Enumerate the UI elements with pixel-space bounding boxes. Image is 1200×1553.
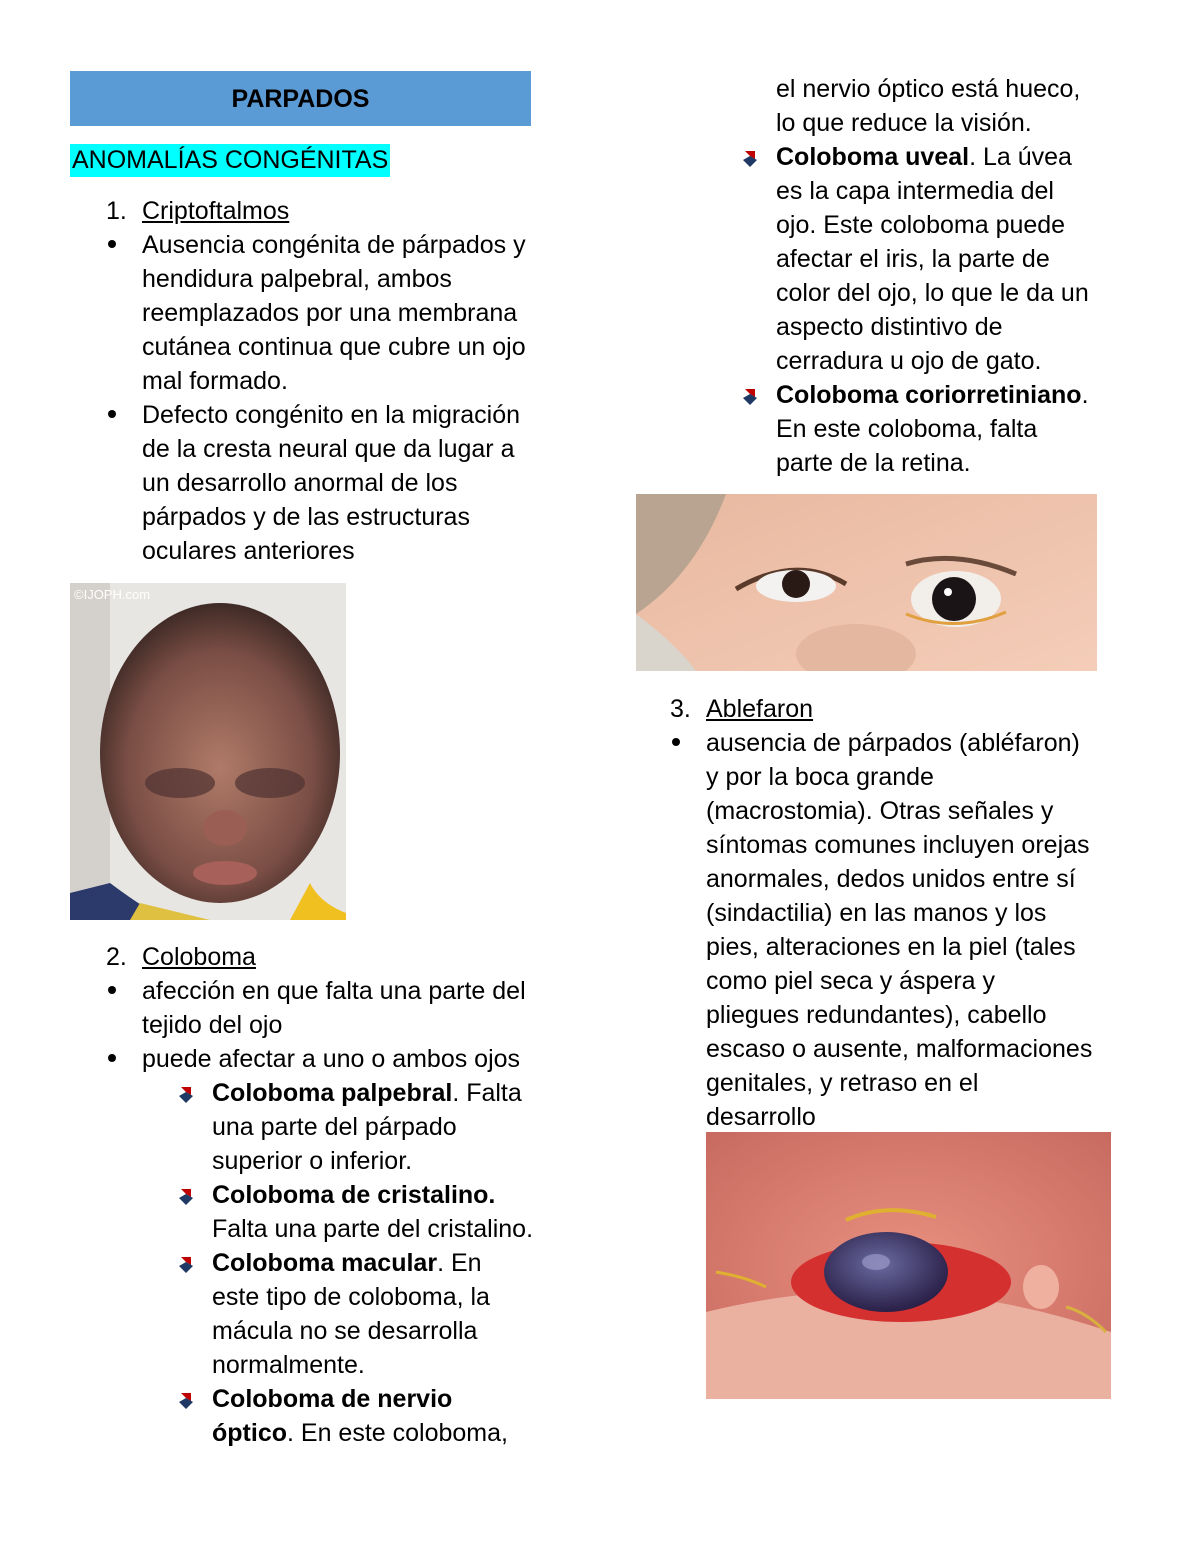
text-line: párpados y de las estructuras [142, 503, 470, 531]
bold-term: óptico [212, 1419, 287, 1447]
text-line: una parte del párpado [212, 1113, 457, 1141]
ablepharon-photo [706, 1132, 1111, 1399]
text-line: color del ojo, lo que le da un [776, 279, 1089, 307]
bullet [108, 240, 116, 248]
text-line: mácula no se desarrolla [212, 1317, 478, 1345]
item-heading: Ablefaron [706, 695, 814, 723]
bold-term: Coloboma coriorretiniano [776, 381, 1082, 409]
text-line: normalmente. [212, 1351, 365, 1379]
text-line: cutánea continua que cubre un ojo [142, 333, 526, 361]
bold-term: Coloboma palpebral [212, 1079, 453, 1107]
text-line: afectar el iris, la parte de [776, 245, 1050, 273]
text-line: síntomas comunes incluyen orejas [706, 831, 1090, 859]
text-line: superior o inferior. [212, 1147, 413, 1175]
item-heading: Criptoftalmos [142, 197, 290, 225]
text-line: de la cresta neural que da lugar a [142, 435, 515, 463]
text-line: y por la boca grande [706, 763, 934, 791]
text-line: un desarrollo anormal de los [142, 469, 458, 497]
text-fragment: . La úvea [969, 143, 1072, 171]
text-line [776, 378, 1089, 412]
text-line: hendidura palpebral, ambos [142, 265, 452, 293]
text-line: ojo. Este coloboma puede [776, 211, 1066, 239]
text-line: lo que reduce la visión. [776, 109, 1032, 137]
text-line: En este coloboma, falta [776, 415, 1038, 443]
section-title: PARPADOS [70, 71, 531, 126]
bold-term: Coloboma uveal [776, 143, 970, 171]
text-line: cerradura u ojo de gato. [776, 347, 1042, 375]
coloboma-photo [636, 494, 1097, 671]
cryptophthalmos-image [70, 583, 346, 920]
list-number: 1. [106, 197, 127, 225]
arrow-down-icon [178, 1086, 194, 1104]
ablepharon-image [706, 1132, 1111, 1399]
arrow-down-icon [178, 1256, 194, 1274]
bullet [108, 986, 116, 994]
text-line: ausencia de párpados (abléfaron) [706, 729, 1080, 757]
text-fragment: . Falta [452, 1079, 522, 1107]
text-line: es la capa intermedia del [776, 177, 1054, 205]
text-line: Defecto congénito en la migración [142, 401, 521, 429]
text-line: desarrollo [706, 1103, 816, 1131]
text-line [776, 140, 1072, 174]
item-heading: Coloboma [142, 943, 256, 971]
image-watermark: ©IJOPH.com [74, 587, 151, 602]
coloboma-image [636, 494, 1097, 671]
text-line: (sindactilia) en las manos y los [706, 899, 1047, 927]
text-line: reemplazados por una membrana [142, 299, 518, 327]
bullet [108, 1054, 116, 1062]
cryptophthalmos-photo [70, 583, 346, 920]
arrow-down-icon [742, 388, 758, 406]
text-line: afección en que falta una parte del [142, 977, 526, 1005]
bold-term: Coloboma de cristalino. [212, 1181, 496, 1209]
text-line: aspecto distintivo de [776, 313, 1003, 341]
bullet [108, 410, 116, 418]
text-line: tejido del ojo [142, 1011, 283, 1039]
text-line: mal formado. [142, 367, 288, 395]
text-line: anormales, dedos unidos entre sí [706, 865, 1076, 893]
text-line: pliegues redundantes), cabello [706, 1001, 1047, 1029]
arrow-down-icon [742, 150, 758, 168]
text-line: este tipo de coloboma, la [212, 1283, 490, 1311]
section-subtitle: ANOMALÍAS CONGÉNITAS [70, 144, 390, 177]
text-line [212, 1076, 522, 1110]
text-line [212, 1382, 452, 1416]
text-line [212, 1178, 495, 1212]
text-line: el nervio óptico está hueco, [776, 75, 1081, 103]
text-line: parte de la retina. [776, 449, 971, 477]
text-line: puede afectar a uno o ambos ojos [142, 1045, 521, 1073]
text-line: (macrostomia). Otras señales y [706, 797, 1054, 825]
text-line [212, 1416, 508, 1450]
text-fragment: . En este coloboma, [287, 1419, 508, 1447]
arrow-down-icon [178, 1188, 194, 1206]
text-fragment: . [1081, 381, 1089, 409]
list-number: 2. [106, 943, 127, 971]
text-line: genitales, y retraso en el [706, 1069, 979, 1097]
bullet [672, 738, 680, 746]
list-number: 3. [670, 695, 691, 723]
text-line: oculares anteriores [142, 537, 355, 565]
bold-term: Coloboma macular [212, 1249, 438, 1277]
text-line: Ausencia congénita de párpados y [142, 231, 526, 259]
bold-term: Coloboma de nervio [212, 1385, 453, 1413]
text-line: escaso o ausente, malformaciones [706, 1035, 1093, 1063]
arrow-down-icon [178, 1392, 194, 1410]
text-fragment: . En [437, 1249, 482, 1277]
text-line: como piel seca y áspera y [706, 967, 996, 995]
text-line [212, 1246, 482, 1280]
text-line: Falta una parte del cristalino. [212, 1215, 534, 1243]
text-line: pies, alteraciones en la piel (tales [706, 933, 1076, 961]
